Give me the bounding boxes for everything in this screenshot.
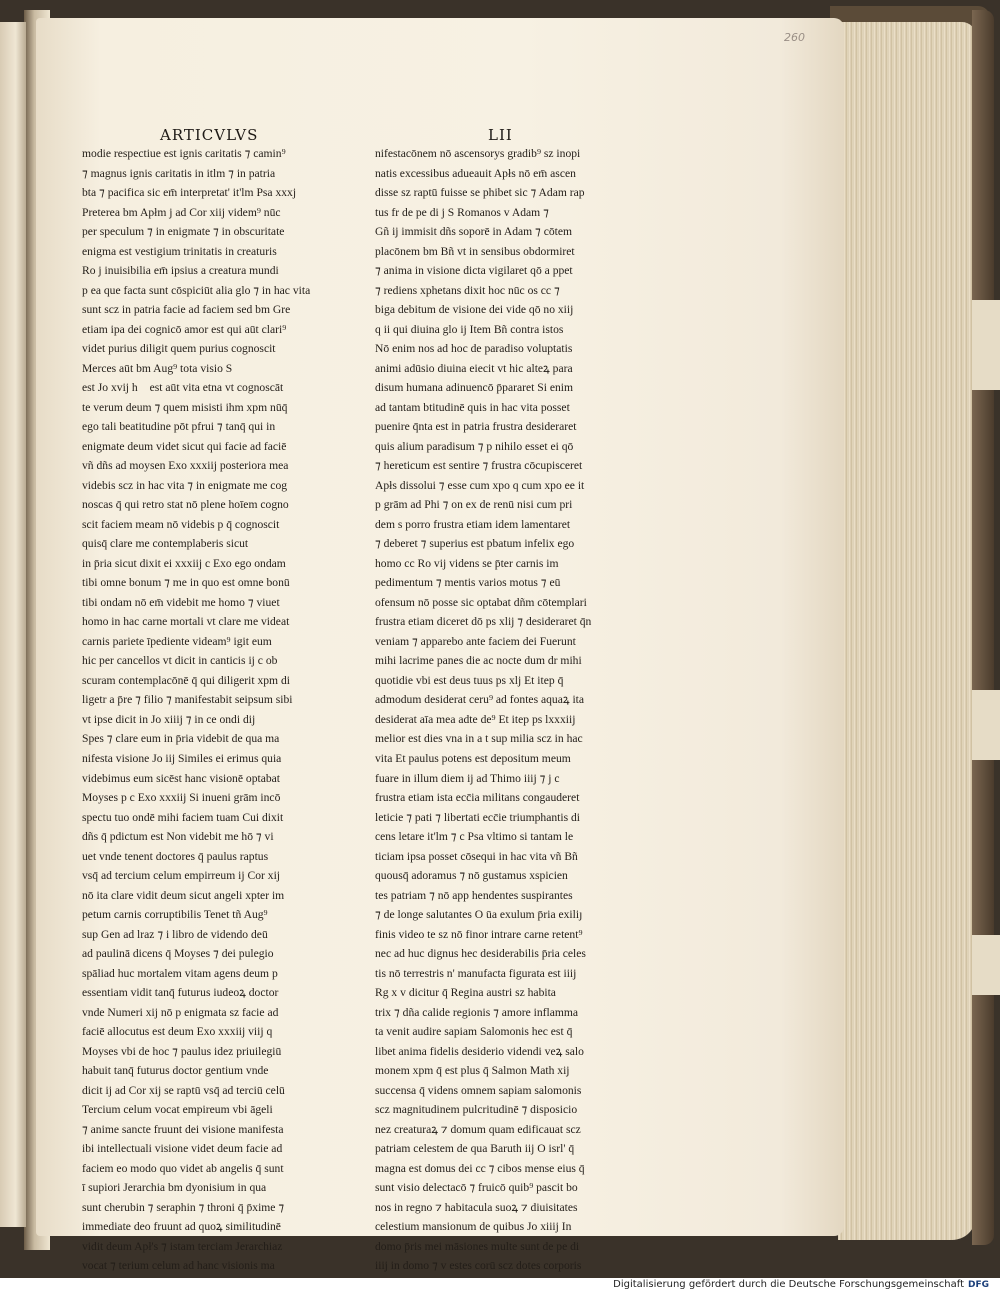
text-line: ta venit audire sapiam Salomonis hec est q̄ <box>375 1025 573 1039</box>
text-line: immediate deo fruunt ad quoꝝ similitudinē <box>82 1220 281 1234</box>
page-tab-marker <box>972 690 1000 760</box>
text-line: tibi omne bonum ⁊ me in quo est omne bonū <box>82 576 290 590</box>
text-line: frustra etiam diceret dō ps xlij ⁊ desideraret q̄n <box>375 615 592 629</box>
text-line: ⁊ magnus ignis caritatis in itlm ⁊ in patria <box>82 166 276 180</box>
text-line: Tercium celum vocat empireum vbi āgeli <box>82 1103 273 1117</box>
text-line: biga debitum de visione dei vide qō no xiij <box>375 303 574 317</box>
text-line: mihi lacrime panes die ac nocte dum dr mihi <box>375 654 582 668</box>
text-line: ī supiori Jerarchia bm dyonisium in qua <box>82 1181 267 1195</box>
text-line: enigmate deum videt sicut qui facie ad faciē <box>82 439 287 453</box>
text-line: ligetr a p̄re ⁊ filio ⁊ manifestabit seipsum sibi <box>82 693 293 707</box>
text-line: videt purius diligit quem purius cognoscit <box>82 342 276 356</box>
text-line: scz magnitudinem pulcritudinē ⁊ disposicio <box>375 1103 578 1117</box>
text-line: faciem eo modo quo videt ab angelis q̄ sunt <box>82 1161 284 1175</box>
text-line: est Jo xvij hᷓ est aūt vita etna vt cognoscāt <box>82 381 284 395</box>
text-line: nez creaturaꝝ ⁊ domum quam edificauat scz <box>375 1122 581 1136</box>
text-line: puenire q̄nta est in patria frustra desideraret <box>375 420 577 434</box>
text-line: leticie ⁊ pati ⁊ libertati ecc̄ie triumphantis di <box>375 810 581 824</box>
text-line: nos in regno ⁊ habitacula suoꝝ ⁊ diuisitates <box>375 1200 578 1214</box>
text-line: ⁊ rediens xphetans dixit hoc nūc os cc ⁊ <box>375 283 560 297</box>
text-line: Moyses p c Exo xxxiij Si inueni grām incō <box>82 791 281 805</box>
text-line: Apłs dissolui ⁊ esse cum xpo q cum xpo ee it <box>375 478 585 492</box>
text-line: admodum desiderat ceru⁹ ad fontes aquaꝝ ita <box>375 693 585 707</box>
funding-note: Digitalisierung gefördert durch die Deutsche Forschungsgemeinschaft <box>613 1279 964 1290</box>
text-line: libet anima fidelis desiderio videndi veꝝ salo <box>375 1044 584 1058</box>
text-line: Nō enim nos ad hoc de paradiso voluptatis <box>375 342 573 356</box>
text-line: ⁊ deberet ⁊ superius est pbatum infelix ego <box>375 537 575 551</box>
text-line: vñ dñs ad moysen Exo xxxiij posteriora mea <box>82 459 289 473</box>
text-line: vocat ⁊ terium celum ad hanc visionis ma <box>82 1259 275 1273</box>
text-line: essentiam vidit tanq̄ futurus iudeoꝝ doctor <box>82 986 279 1000</box>
text-line: etiam ipa dei cognicō amor est qui aūt clari⁹ <box>82 322 287 336</box>
text-line: Merces aūt bm Aug⁹ tota visio S <box>82 361 233 375</box>
text-line: animi adūsio diuina eiecit vt hic alteꝝ para <box>375 361 573 375</box>
text-line: disum humana adinuencō p̄pararet Si enim <box>375 381 574 395</box>
left-page-edge <box>0 22 26 1227</box>
text-line: scuram contemplacōnē q̄ qui diligerit xpm di <box>82 673 290 687</box>
text-line: Moyses vbi de hoc ⁊ paulus idez priuilegiū <box>82 1044 282 1058</box>
text-line: quis alium paradisum ⁊ p nihilo esset ei qō <box>375 439 574 453</box>
text-line: sunt scz in patria facie ad faciem sed bm Gre <box>82 303 291 317</box>
text-line: vnde Numeri xij nō p enigmata sz facie ad <box>82 1005 279 1019</box>
running-head-left: ARTICVLVS <box>160 126 259 144</box>
text-line: melior est dies vna in a t sup milia scz in hac <box>375 732 583 746</box>
text-line: ⁊ anima in visione dicta vigilaret qō a ppet <box>375 264 573 278</box>
text-line: tibi ondam nō em̄ videbit me homo ⁊ viuet <box>82 595 280 609</box>
text-line: fuare in illum diem ij ad Thimo iiij ⁊ j c <box>375 771 560 785</box>
text-line: Ro j inuisibilia em̄ ipsius a creatura mundi <box>82 264 279 278</box>
text-line: petum carnis corruptibilis Tenet tñ Aug⁹ <box>82 908 268 922</box>
text-line: iiij in domo ⁊ v estes corū scz dotes corporis <box>375 1259 582 1273</box>
text-line: noscas q̄ qui retro stat nō plene hoīem cogno <box>82 498 289 512</box>
text-line: homo in hac carne mortali vt clare me videat <box>82 615 290 629</box>
text-line: nifesta visione Jo iij Similes ei erimus quia <box>82 751 282 765</box>
text-line: habuit tanq̄ futurus doctor gentium vnde <box>82 1064 269 1078</box>
text-line: Spes ⁊ clare eum in p̄ria videbit de qua ma <box>82 732 280 746</box>
text-line: cens letare it'lm ⁊ c Psa vltimo si tantam le <box>375 830 574 844</box>
folio-number: 260 <box>784 31 805 44</box>
text-line: nec ad huc dignus hec desiderabilis p̄ria celes <box>375 947 586 961</box>
text-line: frustra etiam ista ecc̄ia militans congauderet <box>375 791 580 805</box>
text-line: faciē allocutus est deum Exo xxxiij viij q <box>82 1025 273 1039</box>
text-column-left <box>82 144 344 1276</box>
text-line: spectu tuo ondē mihi faciem tuam Cui dixit <box>82 810 284 824</box>
text-line: ibi intellectuali visione videt deum facie ad <box>82 1142 283 1156</box>
text-line: dicit ij ad Cor xij se raptū vsq̄ ad terciū celū <box>82 1083 285 1097</box>
text-line: q ii qui diuina glo ij Item Bñ contra istos <box>375 322 564 336</box>
page-tab-marker <box>972 300 1000 390</box>
text-line: p grām ad Phi ⁊ on ex de renū nisi cum pri <box>375 498 573 512</box>
running-head-right: LII <box>488 126 513 144</box>
text-line: modie respectiue est ignis caritatis ⁊ camin⁹ <box>82 147 286 160</box>
text-line: in p̄ria sicut dixit ei xxxiij c Exo ego ondam <box>82 556 286 570</box>
text-line: dem s porro frustra etiam idem lamentaret <box>375 517 571 531</box>
text-line: domo p̄ris mei māsiones multe sunt de pe di <box>375 1239 580 1253</box>
text-line: magna est domus dei cc ⁊ cibos mense eius q̄ <box>375 1161 585 1175</box>
text-line: ad tantam btitudinē quis in hac vita posset <box>375 400 570 414</box>
text-line: vidit deum Apł's ⁊ istam terciam Jerarchiaz <box>82 1239 283 1253</box>
page-tab-marker <box>972 935 1000 995</box>
text-line: pedimentum ⁊ mentis varios motus ⁊ eū <box>375 576 561 590</box>
text-line: placōnem bm Bñ vt in sensibus obdormiret <box>375 244 575 258</box>
text-line: desiderat aīa mea adte de⁹ Et itep ps lxxxiij <box>375 712 576 726</box>
text-line: tus fr de pe di j S Romanos v Adam ⁊ <box>375 205 549 219</box>
text-line: vsq̄ ad tercium celum empirreum ij Cor xij <box>82 869 281 883</box>
text-line: nō ita clare vidit deum sicut angeli xpter im <box>82 888 285 902</box>
text-line: natis excessibus adueauit Apłs nō em̄ ascen <box>375 166 576 180</box>
text-line: spāliad huc mortalem vitam agens deum p <box>82 966 278 980</box>
text-line: vt ipse dicit in Jo xiiij ⁊ in ce ondi dij <box>82 712 256 726</box>
text-line: Preterea bm Apłm j ad Cor xiij videm⁹ nūc <box>82 205 281 219</box>
text-line: ⁊ hereticum est sentire ⁊ frustra cōcupisceret <box>375 459 583 473</box>
text-line: patriam celestem de qua Baruth iij O isrl' q̄ <box>375 1142 575 1156</box>
text-line: Rg x v dicitur q̄ Regina austri sz habita <box>375 986 556 1000</box>
text-line: ticiam ipsa posset cōsequi in hac vita vñ Bñ <box>375 849 578 863</box>
text-line: ego tali beatitudine pōt pfrui ⁊ tanq̄ qui in <box>82 420 276 434</box>
text-line: sunt visio delectacō ⁊ fruicō quib⁹ pascit bo <box>375 1181 578 1195</box>
text-line: uet vnde tenent doctores q̄ paulus raptus <box>82 849 269 863</box>
text-line: tis nō terrestris n' manufacta figurata est iiij <box>375 966 577 980</box>
text-line: finis video te sz nō finor intrare carne retent⁹ <box>375 927 583 941</box>
text-line: quotidie vbi est deus tuus ps xlj Et itep q̄ <box>375 673 564 687</box>
text-line: trix ⁊ dña calide regionis ⁊ amore inflamma <box>375 1005 579 1019</box>
text-line: homo cc Ro vij videns se p̄ter carnis im <box>375 556 559 570</box>
text-line: p ea que facta sunt cōspiciūt alia glo ⁊ in hac vita <box>82 283 311 297</box>
text-line: veniam ⁊ apparebo ante faciem dei Fuerunt <box>375 634 576 648</box>
text-line: nifestacōnem nō ascensorys gradib⁹ sz inopi <box>375 147 581 160</box>
text-line: Gñ ij immisit dñs soporē in Adam ⁊ cōtem <box>375 225 573 239</box>
text-line: ⁊ anime sancte fruunt dei visione manifesta <box>82 1122 284 1136</box>
dfg-logo: DFG <box>968 1280 990 1290</box>
text-line: vita Et paulus potens est depositum meum <box>375 751 571 765</box>
book-cover-right <box>972 10 994 1245</box>
text-line: sunt cherubin ⁊ seraphin ⁊ throni q̄ p̄xime ⁊ <box>82 1200 285 1214</box>
page-block-edges <box>838 22 976 1240</box>
text-line: hic per cancellos vt dicit in canticis ij c ob <box>82 654 278 668</box>
text-line: videbis scz in hac vita ⁊ in enigmate me cog <box>82 478 288 492</box>
text-line: ofensum nō posse sic optabat dñm cōtemplari <box>375 595 587 609</box>
text-line: tes patriam ⁊ nō app hendentes suspirantes <box>375 888 573 902</box>
text-line: carnis pariete īpediente videam⁹ igit eum <box>82 634 272 648</box>
text-line: sup Gen ad lraz ⁊ i libro de videndo deū <box>82 927 268 941</box>
text-line: quisq̄ clare me contemplaberis sicut <box>82 537 249 551</box>
text-line: per speculum ⁊ in enigmate ⁊ in obscuritate <box>82 225 285 239</box>
text-line: dñs q̄ pdictum est Non videbit me hō ⁊ vi <box>82 830 274 844</box>
text-line: ad paulinā dicens q̄ Moyses ⁊ dei pulegio <box>82 947 274 961</box>
text-column-right <box>375 144 637 1276</box>
text-line: ⁊ de longe salutantes O ūa exulum p̄ria exiliȷ <box>375 908 583 922</box>
text-line: bta ⁊ pacifica sic em̄ interpretat' it'lm Psa xxxj <box>82 186 297 200</box>
text-line: celestium mansionum de quibus Jo xiiij In <box>375 1220 572 1234</box>
text-line: disse sz raptū fuisse se phibet sic ⁊ Adam rap <box>375 186 585 200</box>
text-line: monem xpm q̄ est plus q̄ Salmon Math xij <box>375 1064 570 1078</box>
text-line: videbimus eum sicēst hanc visionē optabat <box>82 771 281 785</box>
text-line: scit faciem meam nō videbis p q̄ cognoscit <box>82 517 280 531</box>
text-line: quousq̄ adoramus ⁊ nō gustamus xspicien <box>375 869 568 883</box>
text-line: enigma est vestigium trinitatis in creaturis <box>82 244 277 258</box>
text-line: te verum deum ⁊ quem misisti ihm xpm nūq̄ <box>82 400 288 414</box>
text-line: succensa q̄ videns omnem sapiam salomonis <box>375 1083 582 1097</box>
